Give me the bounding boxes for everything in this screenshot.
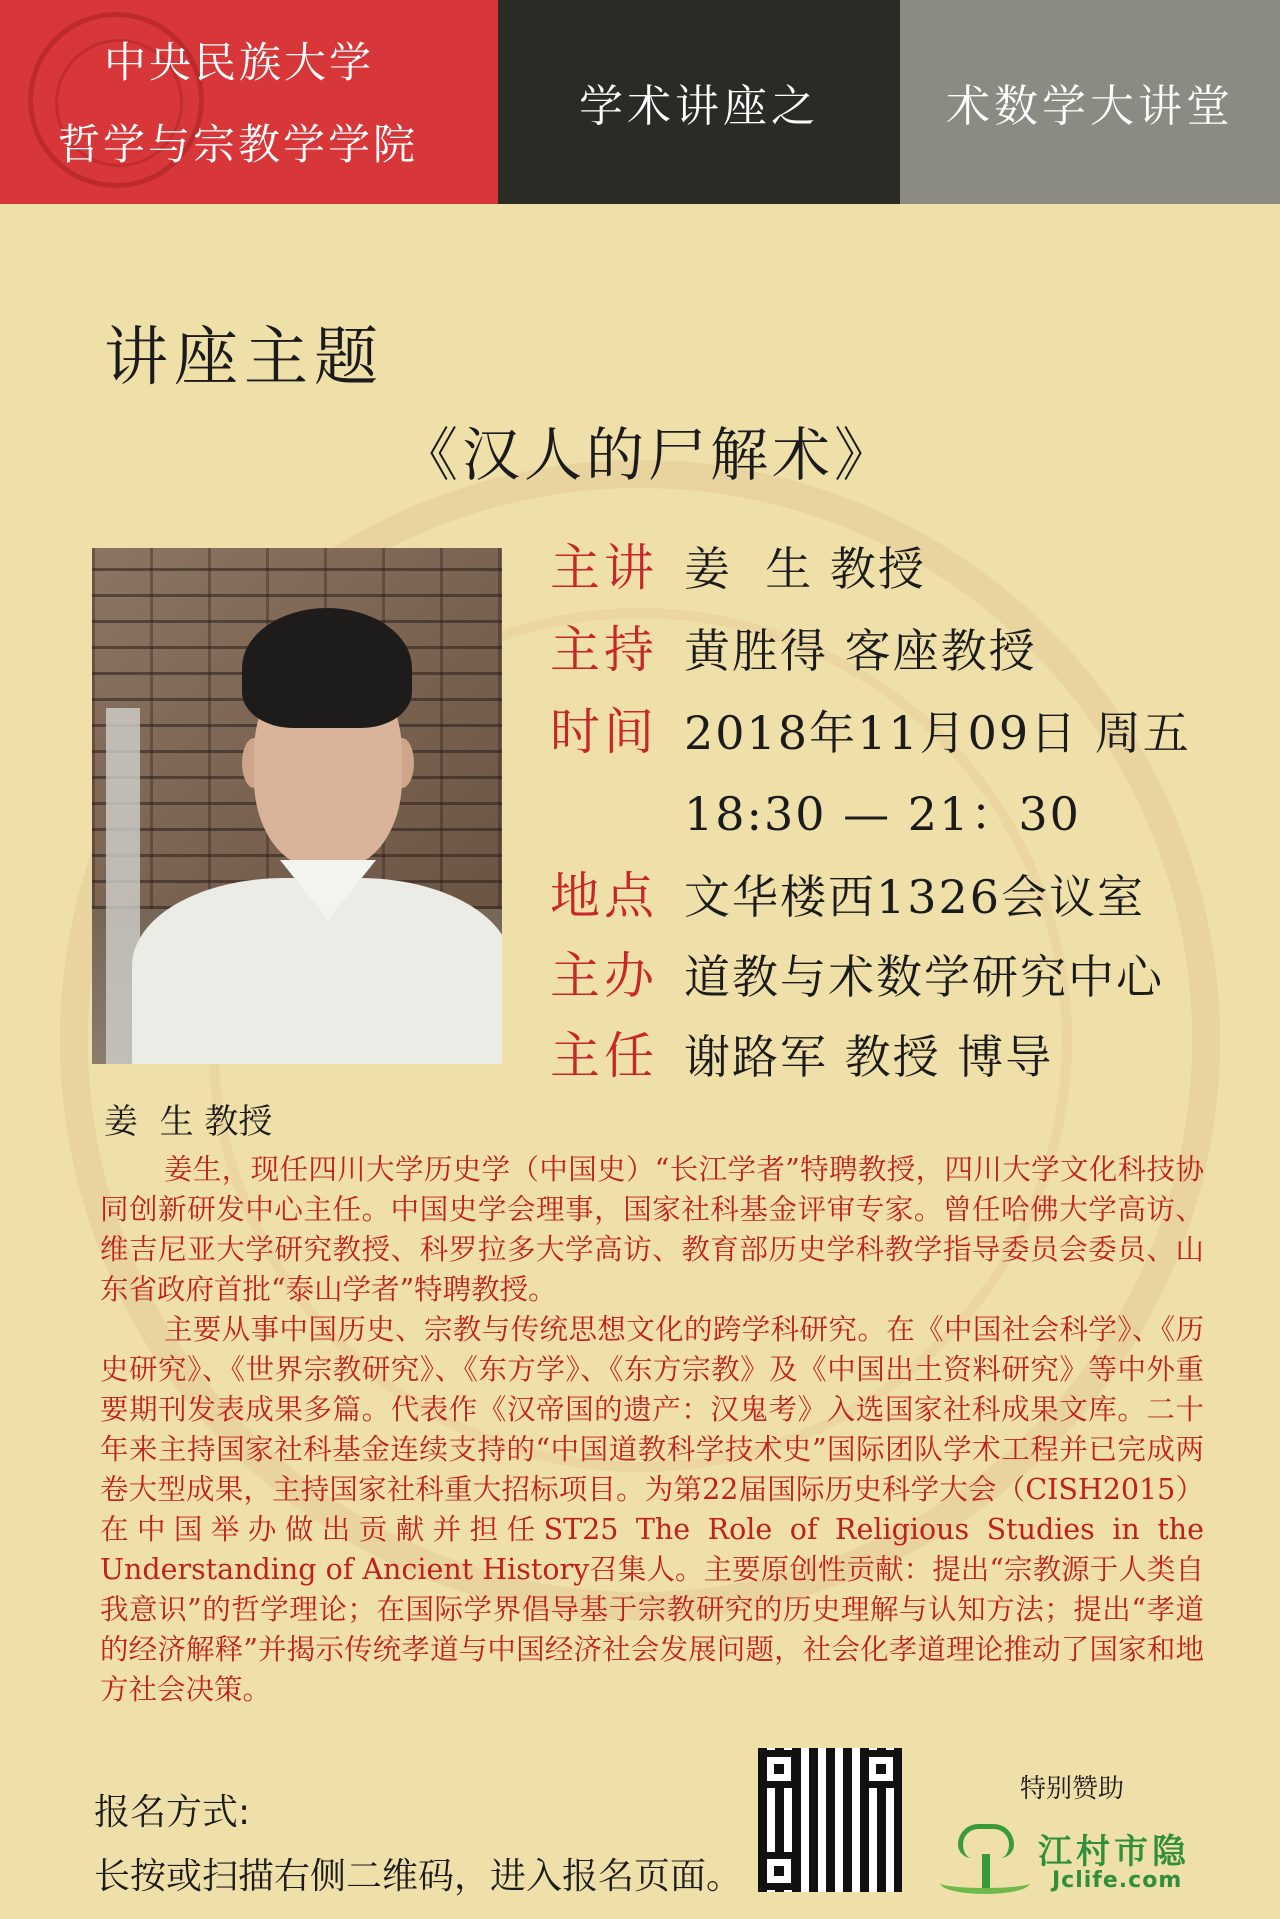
sponsor-label: 特别赞助 <box>1020 1774 1125 1804</box>
qr-finder-top-right <box>862 1750 900 1788</box>
speaker-photo <box>92 548 502 1064</box>
qr-finder-top-left <box>760 1750 798 1788</box>
header-hall-block <box>900 0 1280 204</box>
series-title: 学术讲座之 <box>579 81 819 132</box>
organizer-label: 主办 <box>550 947 658 1005</box>
host-value: 黄胜得 客座教授 <box>684 624 1037 678</box>
lecture-title: 《汉人的尸解术》 <box>400 421 897 489</box>
school-name: 中央民族大学 <box>104 38 375 87</box>
sponsor-logo <box>940 1816 1202 1902</box>
director-row <box>550 1016 1053 1088</box>
tree-logo-icon <box>940 1824 1030 1894</box>
time-row <box>550 692 1191 764</box>
director-value: 谢路军 教授 博导 <box>684 1030 1054 1084</box>
bio-paragraph-2: 主要从事中国历史、宗教与传统思想文化的跨学科研究。在《中国社会科学》、《历史研究》、《世界宗教研究》、《东方学》、《东方宗教》及《中国出土资料研究》等中外重要期刊发表成果多篇。代表作《汉帝国的遗产：汉鬼考》入选国家社科成果文库。二十年来主持国家社科基金连续支持的“中国道教科学技术史”国际团队学术工程并已完成两卷大型成果，主持国家社科重大招标项目。为第22届国际历史科学大会（CISH2015）在中国举办做出贡献并担任ST25 The Role of Religious Studies in the Understanding of Ancient History召集人。主要原创性贡献：提出“宗教源于人类自我意识”的哲学理论；在国际学界倡导基于宗教研究的历史理解与认知方法；提出“孝道的经济解释”并揭示传统孝道与中国经济社会发展问题，社会化孝道理论推动了国家和地方社会决策。 <box>100 1313 1204 1706</box>
speaker-hair <box>242 608 412 728</box>
host-label: 主持 <box>550 621 658 679</box>
place-row <box>550 856 1145 928</box>
speaker-value: 姜 生 教授 <box>684 542 926 596</box>
topic-heading: 讲座主题 <box>104 321 384 395</box>
header-school-block <box>0 0 498 204</box>
header <box>0 0 1280 204</box>
college-name: 哲学与宗教学学院 <box>58 120 419 169</box>
logo-swoosh <box>940 1872 1030 1894</box>
date-value: 2018年11月09日 周五 <box>684 706 1191 760</box>
time-range-value: 18:30 — 21：30 <box>684 787 1081 841</box>
qr-finder-bottom-left <box>760 1852 798 1890</box>
time-label: 时间 <box>550 703 658 761</box>
organizer-row <box>550 936 1164 1008</box>
speaker-row <box>550 528 926 600</box>
speaker-bio <box>100 1150 1204 1710</box>
place-value: 文华楼西1326会议室 <box>684 870 1146 924</box>
qr-code-icon[interactable] <box>758 1748 902 1892</box>
sponsor-name-cn: 江村市隐 <box>1038 1832 1190 1872</box>
bio-paragraph-1: 姜生，现任四川大学历史学（中国史）“长江学者”特聘教授，四川大学文化科技协同创新研发中心主任。中国史学会理事，国家社科基金评审专家。曾任哈佛大学高访、维吉尼亚大学研究教授、科罗拉多大学高访、教育部历史学科教学指导委员会委员、山东省政府首批“泰山学者”特聘教授。 <box>100 1153 1204 1306</box>
registration-instruction: 长按或扫描右侧二维码，进入报名页面。 <box>94 1856 743 1897</box>
director-label: 主任 <box>550 1027 658 1085</box>
registration-label: 报名方式: <box>94 1792 251 1833</box>
place-label: 地点 <box>550 867 658 925</box>
bio-name: 姜 生 教授 <box>104 1102 273 1142</box>
speaker-label: 主讲 <box>550 539 658 597</box>
host-row <box>550 610 1037 682</box>
organizer-value: 道教与术数学研究中心 <box>684 950 1164 1004</box>
sponsor-domain: Jclife.com <box>1052 1868 1183 1893</box>
header-series-block <box>498 0 900 204</box>
tree-canopy <box>958 1824 1014 1858</box>
hall-title: 术数学大讲堂 <box>946 81 1234 132</box>
